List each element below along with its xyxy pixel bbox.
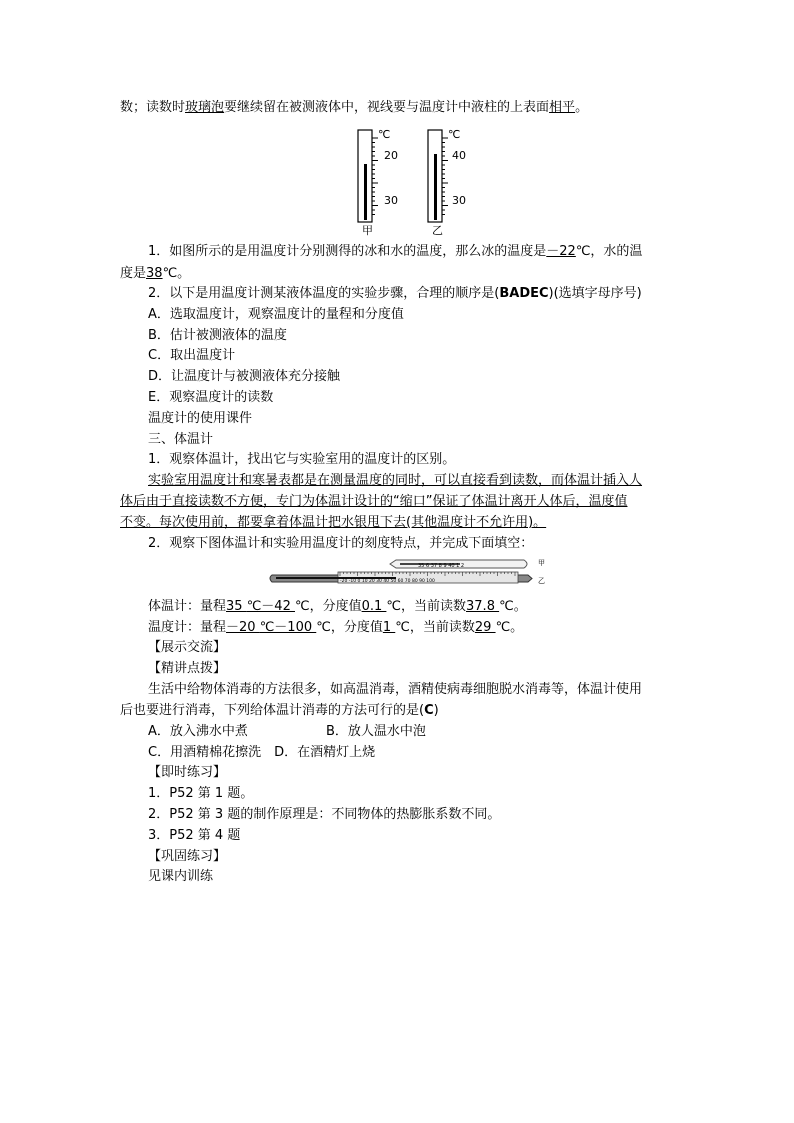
intro-text: 数；读数时 (120, 100, 186, 115)
q4-clinical-line (148, 598, 527, 615)
q1-line1 (148, 243, 642, 260)
thermometer-yi-liquid (434, 154, 437, 220)
thermometer-jia-tick-bottom: 30 (384, 194, 398, 207)
lab-thermometer-ticks: -20 -10 0 10 20 30 40 50 60 70 80 90 100 (340, 579, 435, 584)
q2-option-c: C．取出温度计 (148, 348, 236, 363)
option-a: A．放入沸水中煮 (148, 724, 248, 739)
thermometer-figure (340, 124, 480, 236)
q4-l2-label: 温度计：量程 (148, 620, 227, 635)
clinical-thermometer-figure (268, 555, 558, 591)
heading-explain: 【精讲点拨】 (148, 661, 227, 676)
thermometer-jia-caption: 甲 (362, 224, 373, 236)
q2-option-e: E．观察温度计的读数 (148, 390, 274, 405)
q4-l2-div-value: 1 (382, 620, 396, 635)
option-b: B．放人温水中泡 (326, 724, 426, 739)
heading-show: 【展示交流】 (148, 640, 227, 655)
practice-2: 2．P52 第 3 题的制作原理是：不同物体的热膨胀系数不同。 (148, 807, 501, 822)
q1-line2 (120, 265, 190, 282)
disinfect-para-1: 生活中给物体消毒的方法很多，如高温消毒，酒精使病毒细胞脱水消毒等，体温计使用 (148, 682, 643, 697)
answer-level: 相平 (549, 100, 576, 115)
section-title: 三、体温计 (148, 432, 214, 447)
q1-text-2: ℃，水的温 (575, 244, 643, 259)
thermometer-jia (358, 128, 398, 236)
q4-l2-range-low: －20 (226, 620, 260, 635)
thermometer-jia-unit: ℃ (378, 128, 391, 141)
consolidate-text: 见课内训练 (148, 869, 214, 884)
q4-l1-div-value: 0.1 (361, 599, 387, 614)
disinfect-answer: C (424, 703, 434, 718)
q3-text: 1．观察体温计，找出它与实验室用的温度计的区别。 (148, 452, 456, 467)
q4-l2-read-value: 29 (474, 620, 496, 635)
q3-answer-2: 体后由于直接读数不方便，专门为体温计设计的“缩口”保证了体温计离开人体后，温度值 (120, 494, 628, 509)
q4-l2-div-label: ℃，分度值 (316, 620, 383, 635)
lab-thermometer (270, 572, 545, 585)
thermometer-yi-tick-bottom: 30 (452, 194, 466, 207)
heading-consolidate: 【巩固练习】 (148, 849, 227, 864)
answer-bulb: 玻璃泡 (185, 100, 225, 115)
intro-text-end: 。 (575, 100, 589, 115)
intro-line (120, 99, 588, 116)
lab-thermometer-caption: 乙 (538, 577, 545, 585)
clinical-thermometer-ticks: 35 6 37 8 9 40 1 2 (418, 563, 465, 569)
thermometer-yi-unit: ℃ (448, 128, 461, 141)
heading-practice: 【即时练习】 (148, 765, 227, 780)
courseware-title: 温度计的使用课件 (148, 411, 253, 426)
q1-text-4: ℃。 (162, 266, 191, 281)
q4-l1-range-low: 35 (226, 599, 247, 614)
thermometer-jia-tick-top: 20 (384, 149, 398, 162)
q4-l1-label: 体温计：量程 (148, 599, 227, 614)
q2-answer: BADEC (499, 286, 549, 301)
q2-option-b: B．估计被测液体的温度 (148, 328, 287, 343)
q4-text: 2．观察下图体温计和实验用温度计的刻度特点，并完成下面填空： (148, 536, 534, 551)
clinical-thermometer-caption: 甲 (538, 559, 545, 567)
q1-answer-water: 38 (146, 266, 163, 281)
q2-option-a: A．选取温度计，观察温度计的量程和分度值 (148, 307, 404, 322)
clinical-thermometer (390, 559, 545, 569)
practice-1: 1．P52 第 1 题。 (148, 786, 254, 801)
q4-l1-read-value: 37.8 (466, 599, 500, 614)
q2-option-d: D．让温度计与被测液体充分接触 (148, 369, 341, 384)
intro-text-mid: 要继续留在被测液体中，视线要与温度计中液柱的上表面 (224, 100, 550, 115)
thermometer-yi (428, 128, 466, 236)
q2-text: 2．以下是用温度计测某液体温度的实验步骤，合理的顺序是( (148, 286, 500, 301)
q3-answer-1: 实验室用温度计和寒暑表都是在测量温度的同时，可以直接看到读数，而体温计插入人 (148, 473, 643, 488)
q3-answer-3: 不变。每次使用前，都要拿着体温计把水银甩下去(其他温度计不允许用)。 (120, 515, 547, 530)
q2-text-end: )(选填字母序号) (548, 286, 642, 301)
q2-line (148, 285, 642, 302)
q4-l1-read-label: ℃，当前读数 (386, 599, 467, 614)
q4-l2-end: ℃。 (495, 620, 524, 635)
q4-l1-div-label: ℃，分度值 (294, 599, 362, 614)
q1-text: 1．如图所示的是用温度计分别测得的冰和水的温度，那么冰的温度是 (148, 244, 547, 259)
q1-answer-ice: －22 (546, 244, 576, 259)
disinfect-para-2 (120, 702, 439, 719)
thermometer-jia-liquid (364, 164, 367, 220)
q4-l2-range-high: ℃－100 (259, 620, 317, 635)
disinfect-question-end: ) (433, 703, 439, 718)
disinfect-question: 后也要进行消毒，下列给体温计消毒的方法可行的是( (120, 703, 425, 718)
q1-text-3: 度是 (120, 266, 147, 281)
practice-3: 3．P52 第 4 题 (148, 828, 241, 843)
q4-l1-range-high: ℃－42 (246, 599, 295, 614)
option-cd: C．用酒精棉花擦洗 D．在酒精灯上烧 (148, 745, 376, 760)
q4-l2-read-label: ℃，当前读数 (395, 620, 475, 635)
thermometer-yi-caption: 乙 (432, 224, 443, 236)
thermometer-yi-tick-top: 40 (452, 149, 466, 162)
q4-l1-end: ℃。 (499, 599, 527, 614)
q4-lab-line (148, 619, 523, 636)
